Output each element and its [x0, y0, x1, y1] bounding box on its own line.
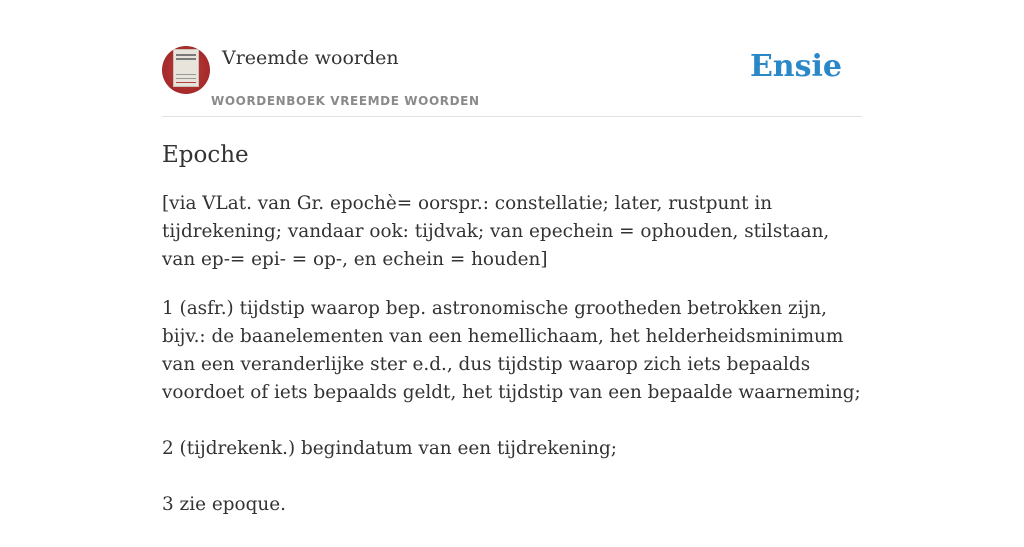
- brand-logo-link[interactable]: Ensie: [749, 49, 842, 84]
- dictionary-book-icon[interactable]: [162, 46, 210, 94]
- entry-etymology: [via VLat. van Gr. epochè= oorspr.: constellatie; later, rustpunt in tijdrekening; vandaar ook: tijdvak; van epechein = ophouden, stilstaan, van ep-= epi- = op-, en echein = houden]: [162, 193, 830, 270]
- site-subtitle: WOORDENBOEK VREEMDE WOORDEN: [211, 94, 480, 108]
- definition-item: 1 (asfr.) tijdstip waarop bep. astronomische grootheden betrokken zijn, bijv.: de baanelementen van een hemellichaam, het helderheidsminimum van een veranderlijke ster e.d., dus tijdstip waarop zich iets bepaalds voordoet of iets bepaalds geldt, het tijdstip van een bepaalde waarneming;: [162, 298, 861, 403]
- definition-item: 2 (tijdrekenk.) begindatum van een tijdrekening;: [162, 438, 617, 459]
- site-title[interactable]: Vreemde woorden: [222, 47, 399, 69]
- site-header: [162, 44, 862, 117]
- entry-headword: Epoche: [162, 142, 249, 168]
- entry-definitions: [162, 295, 867, 519]
- definition-item: 3 zie epoque.: [162, 494, 286, 515]
- book-cover: [173, 49, 199, 87]
- entry-content: [162, 138, 867, 547]
